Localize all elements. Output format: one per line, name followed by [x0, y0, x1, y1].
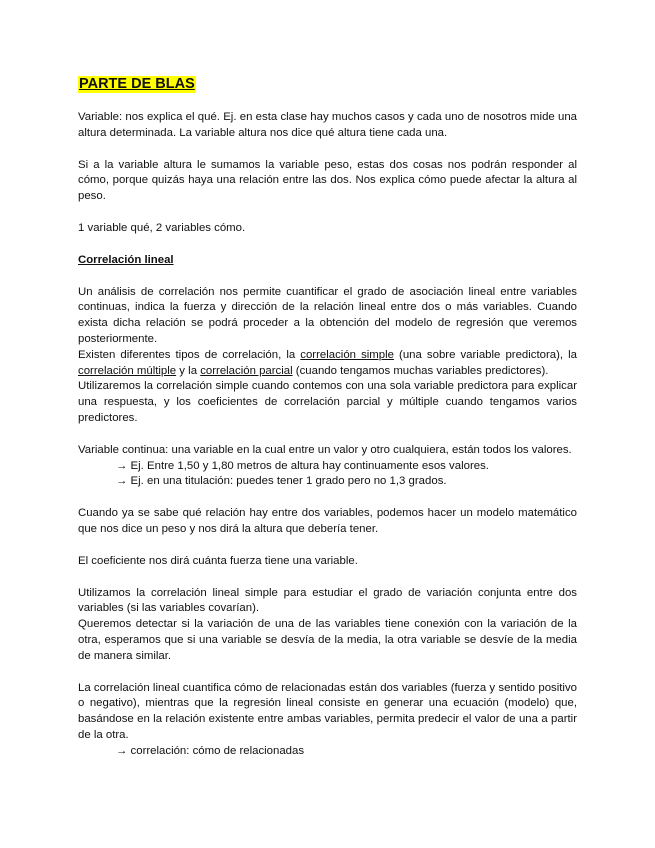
term-correlacion-multiple: correlación múltiple: [78, 364, 177, 377]
paragraph-variable-continua: Variable continua: una variable en la cual entre un valor y otro cualquiera, están todos los valores.: [78, 443, 572, 456]
term-correlacion-parcial: correlación parcial: [200, 364, 293, 377]
paragraph-analisis-correlacion: Un análisis de correlación nos permite cuantificar el grado de asociación lineal entre variables continuas, indica la fuerza y dirección de la relación lineal entre dos o más variables. Cuando exista dicha relación se podrá proceder a la obtención del modelo de regresión que veremos posteriormente.: [78, 285, 577, 345]
paragraph-variacion-conjunta: Utilizamos la correlación lineal simple para estudiar el grado de variación conjunta entre dos variables (si las variables covarían).: [78, 586, 577, 615]
paragraph-que-como: 1 variable qué, 2 variables cómo.: [78, 221, 246, 234]
section-heading-correlacion-lineal: Correlación lineal: [78, 253, 174, 266]
bullet-ejemplo-altura: → Ej. Entre 1,50 y 1,80 metros de altura hay continuamente esos valores.: [116, 459, 489, 472]
paragraph-detectar-variacion: Queremos detectar si la variación de una de las variables tiene conexión con la variación de la otra, esperamos que si una variable se desvía de la media, la otra variable se desvíe de la media de manera similar.: [78, 618, 577, 662]
bullet-ejemplo-titulacion: → Ej. en una titulación: puedes tener 1 grado pero no 1,3 grados.: [116, 475, 447, 488]
bullet-correlacion-relacionadas: → correlación: cómo de relacionadas: [116, 744, 305, 757]
document-title: PARTE DE BLAS: [79, 76, 195, 92]
term-correlacion-simple: correlación simple: [300, 348, 394, 361]
paragraph-correlacion-vs-regresion: La correlación lineal cuantifica cómo de relacionadas están dos variables (fuerza y sentido positivo o negativo), mientras que la regresión lineal consiste en generar una ecuación (modelo) que, basándose en la relación existente entre ambas variables, permita predecir el valor de una a partir de la otra.: [78, 681, 577, 741]
paragraph-altura-peso: Si a la variable altura le sumamos la variable peso, estas dos cosas nos podrán responder al cómo, porque quizás haya una relación entre las dos. Nos explica cómo puede afectar la altura al peso.: [78, 158, 577, 203]
paragraph-uso-correlacion: Utilizaremos la correlación simple cuando contemos con una sola variable predictora para explicar una respuesta, y los coeficientes de correlación parcial y múltiple cuando tengamos varios predictores.: [78, 380, 577, 424]
paragraph-modelo-matematico: Cuando ya se sabe qué relación hay entre dos variables, podemos hacer un modelo matemático que nos dice un peso y nos dirá la altura que debería tener.: [78, 507, 577, 535]
paragraph-coeficiente: El coeficiente nos dirá cuánta fuerza tiene una variable.: [78, 554, 358, 567]
paragraph-variable-definition: Variable: nos explica el qué. Ej. en esta clase hay muchos casos y cada uno de nosotros mide una altura determinada. La variable altura nos dice qué altura tiene cada una.: [78, 111, 577, 139]
paragraph-tipos-correlacion: Existen diferentes tipos de correlación, la correlación simple (una sobre variable predictora), la correlación múltiple y la correlación parcial (cuando tengamos muchas variables predictores).: [78, 348, 577, 377]
